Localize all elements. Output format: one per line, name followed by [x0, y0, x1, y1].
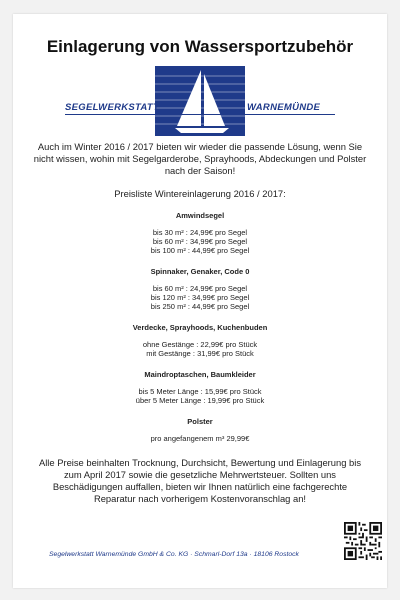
price-items	[13, 284, 387, 311]
price-items	[13, 387, 387, 405]
price-item: bis 30 m² : 24,99€ pro Segel	[152, 228, 248, 237]
flyer-page	[13, 14, 387, 588]
price-item: über 5 Meter Länge : 19,99€ pro Stück	[135, 396, 265, 405]
section-spinnaker	[13, 267, 387, 311]
section-heading: Spinnaker, Genaker, Code 0	[150, 267, 250, 276]
section-heading: Maindroptaschen, Baumkleider	[144, 370, 256, 379]
logo-sail-emblem	[155, 66, 245, 136]
price-item: bis 5 Meter Länge : 15,99€ pro Stück	[138, 387, 262, 396]
closing-text: Alle Preise beinhalten Trocknung, Durchsicht, Bewertung und Einlagerung bis zum April 2017 sowie die gesetzliche Mehrwertsteuer. Sollten uns Beschädigungen auffallen, bieten wir Ihnen natürlich eine fachgerechte Reparatur nach vorherigem Kostenvoranschlag an!	[38, 457, 362, 504]
price-item: bis 60 m² : 34,99€ pro Segel	[152, 237, 248, 246]
company-logo	[59, 66, 341, 146]
section-verdecke	[13, 323, 387, 358]
intro-text: Auch im Winter 2016 / 2017 bieten wir wieder die passende Lösung, wenn Sie nicht wissen, wohin mit Segelgarderobe, Sprayhoods, Abdeckungen und Polster nach der Saison!	[33, 141, 367, 176]
flyer-content	[13, 141, 387, 505]
section-polster	[13, 417, 387, 443]
price-items	[13, 434, 387, 443]
section-amwindsegel	[13, 211, 387, 255]
section-heading: Polster	[187, 417, 213, 426]
price-item: bis 250 m² : 44,99€ pro Segel	[150, 302, 250, 311]
price-item: ohne Gestänge : 22,99€ pro Stück	[142, 340, 258, 349]
logo-text-left: SEGELWERKSTATT	[65, 102, 160, 113]
price-items	[13, 228, 387, 255]
section-heading: Verdecke, Sprayhoods, Kuchenbuden	[132, 323, 268, 332]
price-item: pro angefangenem m³ 29,99€	[150, 434, 250, 443]
section-maindroptaschen	[13, 370, 387, 405]
price-list-title: Preisliste Wintereinlagerung 2016 / 2017:	[114, 188, 286, 199]
qr-code	[344, 522, 382, 560]
page-title: Einlagerung von Wassersportzubehör	[46, 37, 354, 56]
price-item: bis 120 m² : 34,99€ pro Segel	[150, 293, 250, 302]
logo-text-right: WARNEMÜNDE	[247, 102, 321, 113]
footer-address: Segelwerkstatt Warnemünde GmbH & Co. KG · Schmarl-Dorf 13a · 18106 Rostock	[49, 551, 299, 558]
price-item: mit Gestänge : 31,99€ pro Stück	[146, 349, 254, 358]
price-items	[13, 340, 387, 358]
section-heading: Amwindsegel	[175, 211, 225, 220]
price-item: bis 100 m² : 44,99€ pro Segel	[150, 246, 250, 255]
logo-underline	[65, 114, 335, 115]
price-item: bis 60 m² : 24,99€ pro Segel	[152, 284, 248, 293]
